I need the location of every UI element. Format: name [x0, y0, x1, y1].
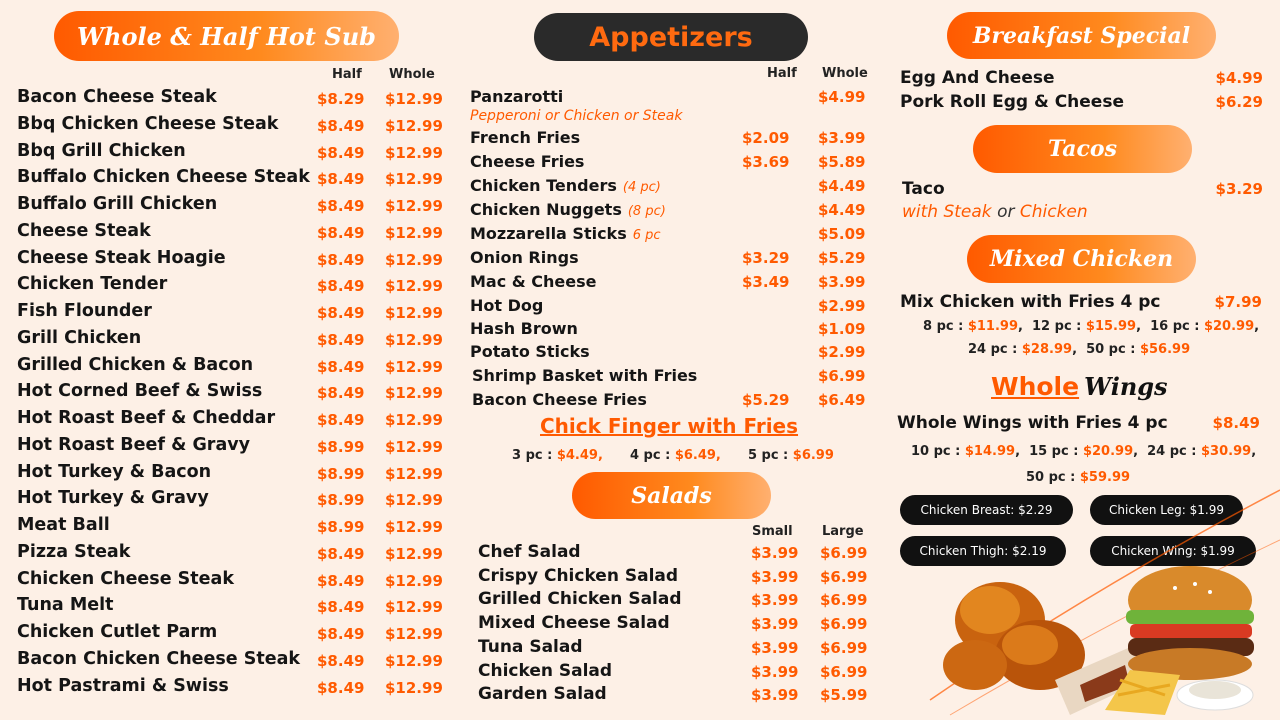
hot-sub-half-price: $8.49: [317, 625, 365, 643]
hot-sub-row: [17, 515, 442, 541]
appetizer-whole-price: $2.99: [818, 297, 866, 315]
salads-title: Salads: [631, 482, 712, 509]
salad-large-price: $6.99: [820, 567, 868, 586]
appetizer-row: [470, 200, 870, 224]
hot-sub-half-price: $8.49: [317, 250, 365, 269]
hot-sub-row: [17, 221, 442, 247]
option-label: 24 pc :: [968, 342, 1022, 357]
hot-sub-item-name: Chicken Cheese Steak: [17, 568, 234, 589]
appetizer-name-text: Shrimp Basket with Fries: [472, 366, 698, 385]
salad-item-name: Chef Salad: [478, 542, 581, 562]
appetizer-item-note: (4 pc): [622, 180, 661, 195]
hot-sub-whole-price: $12.99: [385, 330, 443, 349]
appetizer-name-text: Cheese Fries: [470, 152, 585, 171]
chick-finger-4pc-price: $6.49,: [674, 448, 721, 463]
hot-sub-row: [17, 622, 442, 648]
hot-sub-row: [17, 301, 442, 327]
fried-chicken-icon: [943, 582, 1085, 690]
hot-sub-whole-price: $12.99: [385, 357, 443, 376]
hot-sub-whole-price: $12.99: [385, 651, 443, 670]
hot-sub-whole-price: $12.99: [385, 116, 443, 135]
option-sep: ,: [1015, 444, 1030, 459]
hot-sub-item-name: Hot Pastrami & Swiss: [17, 675, 229, 696]
hot-sub-item-name: Meat Ball: [17, 515, 110, 535]
appetizer-item-name: [470, 176, 661, 195]
option-sep: ,: [1018, 319, 1033, 334]
hot-sub-half-price: $8.99: [317, 518, 365, 536]
taco-options: [902, 202, 1088, 222]
hot-sub-row: [17, 141, 442, 167]
hot-sub-row: [17, 408, 442, 434]
breakfast-header: [947, 12, 1216, 59]
option-price: $59.99: [1079, 470, 1131, 485]
salad-large-price: $6.99: [820, 544, 868, 562]
appetizers-title: Appetizers: [589, 21, 753, 53]
hot-sub-row: [17, 381, 442, 407]
appetizer-name-text: Panzarotti: [470, 87, 564, 106]
hot-sub-whole-price: $12.99: [385, 143, 443, 162]
hot-sub-half-price: $8.49: [317, 170, 365, 189]
appetizer-name-text: French Fries: [470, 128, 581, 147]
appetizer-half-price: $5.29: [742, 391, 790, 409]
burger-icon: [1126, 566, 1254, 680]
coleslaw-icon: [1177, 680, 1253, 710]
appetizer-half-price: $3.49: [742, 273, 790, 291]
wings-name: Whole Wings with Fries 4 pc: [897, 413, 1168, 433]
appetizer-row: [470, 176, 870, 200]
appetizer-name-text: Potato Sticks: [470, 342, 590, 361]
breakfast-item-price: $4.99: [1215, 69, 1263, 87]
hot-sub-item-name: Bacon Cheese Steak: [17, 87, 217, 107]
salads-col-large: Large: [822, 524, 864, 539]
hot-sub-half-price: $8.49: [317, 223, 365, 242]
hot-sub-whole-price: $12.99: [385, 411, 443, 429]
appetizer-half-price: $2.09: [742, 129, 790, 147]
appetizer-item-name: [470, 248, 579, 267]
hot-sub-whole-price: $12.99: [385, 491, 443, 510]
hot-sub-item-name: Bbq Chicken Cheese Steak: [17, 113, 279, 134]
hot-sub-row: [17, 274, 442, 300]
appetizer-item-name: [470, 128, 580, 147]
salad-large-price: $6.99: [820, 662, 868, 681]
hot-sub-whole-price: $12.99: [385, 518, 443, 536]
breakfast-item-name: Pork Roll Egg & Cheese: [900, 92, 1124, 112]
salad-large-price: $5.99: [820, 686, 868, 705]
salad-item-name: Tuna Salad: [478, 636, 583, 657]
hot-sub-item-name: Hot Turkey & Bacon: [17, 461, 212, 482]
breakfast-item-price: $6.29: [1215, 93, 1263, 111]
mixed-chicken-item: [900, 292, 1265, 316]
option-sep: ,: [1136, 319, 1151, 334]
hot-sub-item-name: Hot Roast Beef & Cheddar: [17, 408, 276, 428]
chick-finger-5pc-label: 5 pc :: [747, 448, 789, 463]
hot-sub-row: [17, 87, 442, 113]
chick-finger-3pc-label: 3 pc :: [512, 448, 553, 463]
tacos-title: Tacos: [1048, 136, 1117, 162]
piece-chicken-thigh: Chicken Thigh: $2.19: [900, 536, 1066, 566]
appetizer-item-name: [470, 342, 590, 361]
piece-chicken-wing: Chicken Wing: $1.99: [1090, 536, 1256, 566]
appetizer-name-text: Mozzarella Sticks: [470, 224, 627, 243]
option-sep: ,: [1072, 342, 1087, 357]
hot-sub-row: [17, 194, 442, 220]
appetizer-row: [470, 319, 870, 343]
hot-sub-row: [17, 676, 442, 702]
wings-title-wings: Wings: [1084, 372, 1168, 401]
hot-sub-whole-price: $12.99: [385, 250, 443, 269]
appetizer-whole-price: $4.99: [818, 88, 866, 106]
appetizer-item-name: [470, 272, 597, 291]
appetizer-name-text: Chicken Tenders: [470, 176, 617, 195]
hot-sub-row: [17, 355, 442, 381]
option-price: $20.99: [1082, 444, 1134, 459]
hot-sub-col-half: Half: [332, 67, 362, 82]
option-price: $30.99: [1201, 444, 1252, 459]
option-label: 24 pc :: [1147, 444, 1202, 459]
salad-row: [478, 542, 878, 566]
taco-name: Taco: [902, 179, 945, 199]
hot-sub-whole-price: $12.99: [385, 678, 443, 697]
wings-title-whole: Whole: [991, 372, 1080, 401]
hot-sub-row: [17, 542, 442, 568]
salad-row: [478, 589, 878, 613]
hot-sub-row: [17, 167, 442, 193]
option-price: $28.99: [1021, 342, 1073, 357]
hot-sub-whole-price: $12.99: [385, 625, 443, 643]
salad-row: [478, 684, 878, 708]
breakfast-title: Breakfast Special: [972, 22, 1191, 49]
appetizer-row: [470, 248, 870, 272]
appetizer-row: [470, 296, 870, 320]
option-price: $15.99: [1085, 319, 1137, 334]
hot-sub-half-price: $8.49: [317, 143, 365, 162]
mixed-chicken-options-line2: [968, 342, 1190, 357]
chick-finger-5pc-price: $6.99: [792, 448, 834, 463]
hot-sub-whole-price: $12.99: [385, 277, 443, 296]
breakfast-item-name: Egg And Cheese: [900, 68, 1055, 88]
hot-sub-item-name: Buffalo Grill Chicken: [17, 194, 218, 214]
salad-small-price: $3.99: [751, 662, 799, 681]
salad-small-price: $3.99: [751, 615, 799, 634]
wings-item: [897, 413, 1262, 437]
appetizer-item-name: [470, 200, 666, 219]
option-price: $56.99: [1139, 342, 1191, 357]
salad-item-name: Grilled Chicken Salad: [478, 589, 682, 610]
hot-sub-item-name: Cheese Steak: [17, 220, 151, 241]
option-label: 50 pc :: [1086, 342, 1140, 357]
salads-header: [572, 472, 771, 519]
hot-sub-row: [17, 328, 442, 354]
appetizer-whole-price: $3.99: [818, 129, 866, 147]
salad-small-price: $3.99: [751, 544, 799, 562]
panzarotti-options: Pepperoni or Chicken or Steak: [470, 108, 683, 124]
appetizer-name-text: Mac & Cheese: [470, 272, 597, 291]
option-label: 10 pc :: [911, 444, 965, 459]
hot-sub-half-price: $8.49: [317, 678, 365, 697]
appetizer-whole-price: $4.49: [818, 177, 866, 195]
taco-price: $3.29: [1215, 180, 1263, 198]
option-label: 15 pc :: [1029, 444, 1083, 459]
appetizer-half-price: $3.29: [742, 249, 790, 267]
hot-sub-whole-price: $12.99: [385, 197, 443, 215]
appetizer-half-price: $3.69: [742, 153, 790, 171]
hot-sub-row: [17, 595, 442, 621]
hot-sub-row: [17, 488, 442, 514]
hot-sub-half-price: $8.49: [317, 197, 365, 215]
hot-sub-item-name: Tuna Melt: [17, 595, 114, 616]
appetizer-item-name: [470, 296, 543, 315]
salad-item-name: Garden Salad: [478, 684, 607, 705]
appetizer-item-name: [472, 390, 647, 409]
mixed-chicken-options-line1: [923, 319, 1259, 334]
hot-sub-half-price: $8.49: [317, 330, 365, 349]
appetizer-name-text: Bacon Cheese Fries: [472, 390, 647, 409]
taco-item: [902, 179, 1265, 203]
appetizer-whole-price: $3.99: [818, 273, 866, 291]
option-price: $20.99: [1203, 319, 1255, 334]
option-label: 16 pc :: [1150, 319, 1204, 334]
salad-large-price: $6.99: [820, 591, 868, 610]
hot-sub-half-price: $8.49: [317, 357, 365, 376]
hot-sub-half-price: $8.49: [317, 651, 365, 670]
hot-sub-whole-price: $12.99: [385, 304, 443, 322]
hot-sub-row: [17, 462, 442, 488]
appetizer-name-text: Hot Dog: [470, 296, 544, 315]
appetizer-item-name: [470, 224, 661, 243]
option-sep: ,: [1133, 444, 1148, 459]
chick-finger-4pc-label: 4 pc :: [629, 448, 671, 463]
hot-sub-whole-price: $12.99: [385, 90, 443, 108]
hot-sub-half-price: $8.29: [317, 90, 365, 108]
appetizers-col-whole: Whole: [822, 66, 868, 81]
appetizer-name-text: Hash Brown: [470, 319, 578, 338]
appetizer-whole-price: $5.89: [818, 153, 866, 171]
hot-sub-header: [54, 11, 399, 61]
option-sep: ,: [1254, 319, 1260, 334]
piece-chicken-leg: Chicken Leg: $1.99: [1090, 495, 1243, 525]
chick-finger-options: [512, 448, 834, 463]
appetizer-whole-price: $5.09: [818, 225, 866, 243]
hot-sub-whole-price: $12.99: [385, 571, 443, 590]
appetizers-header: [534, 13, 808, 61]
hot-sub-item-name: Cheese Steak Hoagie: [17, 247, 226, 268]
appetizer-name-text: Onion Rings: [470, 248, 579, 267]
hot-sub-item-name: Fish Flounder: [17, 301, 152, 321]
appetizer-row: [472, 390, 872, 414]
breakfast-item: [900, 68, 1265, 92]
salad-small-price: $3.99: [751, 686, 799, 705]
salad-item-name: Mixed Cheese Salad: [478, 613, 670, 634]
hot-sub-item-name: Bbq Grill Chicken: [17, 140, 186, 161]
wings-options-line1: [911, 444, 1256, 459]
hot-sub-half-price: $8.99: [317, 437, 365, 456]
appetizers-col-half: Half: [767, 66, 797, 81]
hot-sub-whole-price: $12.99: [385, 223, 443, 242]
hot-sub-half-price: $8.49: [317, 598, 365, 617]
hot-sub-half-price: $8.49: [317, 304, 365, 322]
hot-sub-item-name: Hot Corned Beef & Swiss: [17, 381, 263, 402]
appetizer-row: [470, 272, 870, 296]
appetizer-whole-price: $5.29: [818, 249, 866, 267]
appetizer-item-name: [472, 366, 697, 385]
salad-large-price: $6.99: [820, 638, 868, 657]
appetizer-item-note: 6 pc: [632, 228, 661, 243]
option-price: $11.99: [967, 319, 1019, 334]
hot-sub-item-name: Pizza Steak: [17, 541, 131, 562]
mixed-chicken-title: Mixed Chicken: [989, 246, 1174, 272]
salad-item-name: Chicken Salad: [478, 660, 613, 681]
hot-sub-half-price: $8.49: [317, 544, 365, 563]
salad-small-price: $3.99: [751, 638, 799, 657]
salads-col-small: Small: [752, 524, 793, 539]
salad-row: [478, 566, 878, 590]
salad-row: [478, 637, 878, 661]
wings-price: $8.49: [1212, 414, 1260, 432]
salad-small-price: $3.99: [751, 567, 799, 586]
salad-item-name: Crispy Chicken Salad: [478, 565, 679, 586]
hot-sub-whole-price: $12.99: [385, 170, 443, 189]
hot-sub-half-price: $8.99: [317, 491, 365, 510]
appetizer-row: [470, 224, 870, 248]
option-label: 12 pc :: [1032, 319, 1086, 334]
hot-sub-whole-price: $12.99: [385, 384, 443, 403]
hot-sub-half-price: $8.49: [317, 571, 365, 590]
hot-sub-whole-price: $12.99: [385, 544, 443, 563]
appetizer-item-name: [470, 319, 578, 338]
hot-sub-item-name: Hot Roast Beef & Gravy: [17, 434, 251, 455]
salad-large-price: $6.99: [820, 615, 868, 634]
taco-option-chicken: Chicken: [1019, 202, 1088, 222]
hot-sub-item-name: Buffalo Chicken Cheese Steak: [17, 167, 310, 188]
breakfast-item: [900, 92, 1265, 116]
hot-sub-whole-price: $12.99: [385, 598, 443, 617]
hot-sub-row: [17, 649, 442, 675]
mixed-chicken-price: $7.99: [1214, 293, 1262, 311]
hot-sub-row: [17, 569, 442, 595]
tacos-header: [973, 125, 1192, 173]
appetizer-whole-price: $6.99: [818, 367, 866, 385]
hot-sub-half-price: $8.99: [317, 464, 365, 483]
salad-small-price: $3.99: [751, 591, 799, 610]
appetizer-whole-price: $2.99: [818, 343, 866, 361]
taco-option-steak: with Steak: [902, 202, 992, 222]
mixed-chicken-name: Mix Chicken with Fries 4 pc: [900, 292, 1161, 312]
option-label: 50 pc :: [1026, 470, 1080, 485]
food-illustration: [890, 480, 1280, 720]
hot-sub-item-name: Grill Chicken: [17, 327, 142, 348]
hot-sub-whole-price: $12.99: [385, 437, 443, 456]
salad-row: [478, 613, 878, 637]
option-label: 8 pc :: [923, 319, 968, 334]
hot-sub-half-price: $8.49: [317, 277, 365, 296]
appetizer-row: [470, 128, 870, 152]
hot-sub-row: [17, 114, 442, 140]
hot-sub-item-name: Hot Turkey & Gravy: [17, 488, 209, 509]
hot-sub-col-whole: Whole: [389, 67, 435, 82]
appetizer-row: [470, 342, 870, 366]
wings-title: [991, 372, 1168, 401]
appetizer-item-note: (8 pc): [627, 204, 666, 219]
appetizer-whole-price: $1.09: [818, 320, 866, 338]
hot-sub-row: [17, 248, 442, 274]
hot-sub-half-price: $8.49: [317, 384, 365, 403]
chick-finger-3pc-price: $4.49,: [556, 448, 603, 463]
salad-row: [478, 661, 878, 685]
appetizer-row: [470, 152, 870, 176]
mixed-chicken-header: [967, 235, 1196, 283]
appetizer-name-text: Chicken Nuggets: [470, 200, 622, 219]
piece-chicken-breast: Chicken Breast: $2.29: [900, 495, 1073, 525]
hot-sub-half-price: $8.49: [317, 116, 365, 135]
appetizer-row: [472, 366, 872, 390]
appetizer-item-name: [470, 152, 584, 171]
hot-sub-whole-price: $12.99: [385, 464, 443, 483]
taco-option-or: or: [997, 202, 1015, 222]
appetizer-whole-price: $4.49: [818, 201, 866, 219]
hot-sub-item-name: Chicken Cutlet Parm: [17, 622, 218, 642]
hot-sub-item-name: Bacon Chicken Cheese Steak: [17, 648, 301, 669]
hot-sub-title: Whole & Half Hot Sub: [77, 21, 376, 51]
hot-sub-half-price: $8.49: [317, 411, 365, 429]
chick-finger-title: Chick Finger with Fries: [540, 414, 799, 438]
option-sep: ,: [1251, 444, 1257, 459]
option-price: $14.99: [964, 444, 1016, 459]
hot-sub-item-name: Grilled Chicken & Bacon: [17, 354, 254, 375]
appetizer-whole-price: $6.49: [818, 391, 866, 409]
hot-sub-row: [17, 435, 442, 461]
hot-sub-item-name: Chicken Tender: [17, 274, 168, 295]
appetizer-item-name: [470, 87, 563, 106]
